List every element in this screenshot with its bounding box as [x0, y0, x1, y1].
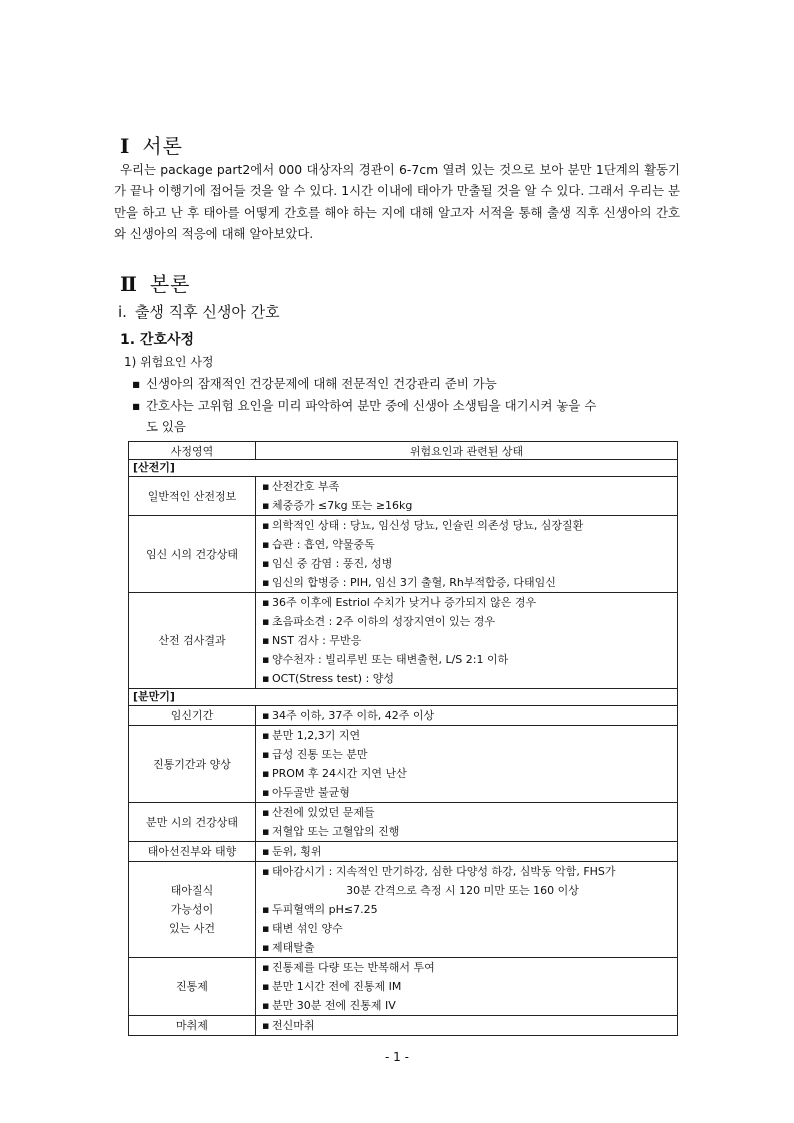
- subsection-heading: [118, 301, 280, 322]
- items-cell: [256, 958, 678, 1016]
- introduction-paragraph: 우리는 package part2에서 000 대상자의 경관이 6-7cm 열려 있는 것으로 보아 분만 1단계의 활동기가 끝나 이행기에 접어들 것을 알 수 있다. 1시간 이내에 태아가 만출될 것을 알 수 있다. 그래서 우리는 분만을 하고 난 후 태아를 어떻게 간호를 해야 하는 지에 대해 알고자 서적을 통해 출생 직후 신생아의 간호와 신생아의 적응에 대해 알아보았다.: [114, 162, 680, 241]
- list-item: ▪ 체중증가 ≤7kg 또는 ≥16kg: [262, 499, 413, 512]
- list-item: ▪ 임신 중 감염 : 풍진, 성병: [262, 557, 393, 570]
- category-cell: 임신 시의 건강상태: [129, 516, 256, 593]
- section-number: Ⅰ: [120, 134, 131, 158]
- section-title: 서론: [142, 134, 183, 158]
- column-header: 사정영역: [129, 442, 256, 460]
- items-cell: [256, 842, 678, 862]
- category-cell: 일반적인 산전정보: [129, 477, 256, 516]
- table-header-row: [129, 442, 678, 460]
- item-heading: 1) 위험요인 사정: [124, 355, 214, 369]
- category-cell: 마취제: [129, 1016, 256, 1036]
- items-cell: [256, 593, 678, 689]
- list-item: ▪ 제태탈출: [262, 941, 315, 954]
- list-item: ▪ 태아감시기 : 지속적인 만기하강, 심한 다양성 하강, 심박동 악함, FHS가 30분 간격으로 측정 시 120 미만 또는 160 이상: [262, 865, 616, 897]
- list-item: ▪ OCT(Stress test) : 양성: [262, 672, 395, 685]
- list-item: ▪ 분만 1,2,3기 지연: [262, 729, 361, 742]
- items-cell: [256, 516, 678, 593]
- list-item: ▪ 아두골반 불균형: [262, 786, 350, 799]
- category-cell: 진통제: [129, 958, 256, 1016]
- table-row: [129, 477, 678, 516]
- table-section-label: [분만기]: [129, 689, 678, 706]
- list-item: ▪ PROM 후 24시간 지연 난산: [262, 767, 407, 780]
- list-item: ▪ 산전간호 부족: [262, 480, 340, 493]
- table-row: [129, 842, 678, 862]
- section-title: 본론: [149, 272, 191, 296]
- list-item: ▪ 둔위, 횡위: [262, 845, 322, 858]
- items-cell: [256, 706, 678, 726]
- bullet-icon: ▪: [132, 398, 141, 413]
- section-number: Ⅱ: [120, 272, 138, 296]
- category-cell: 분만 시의 건강상태: [129, 803, 256, 842]
- bullet-item: ▪ 간호사는 고위험 요인을 미리 파악하여 분만 중에 신생아 소생팀을 대기시켜 놓을 수 도 있음: [132, 395, 676, 437]
- list-item: ▪ 급성 진통 또는 분만: [262, 748, 368, 761]
- bullet-icon: ▪: [132, 376, 141, 391]
- section-heading-introduction: [120, 130, 183, 159]
- table-row: [129, 706, 678, 726]
- items-cell: [256, 862, 678, 958]
- table-row: [129, 803, 678, 842]
- subsection-number: ⅰ.: [118, 303, 127, 321]
- list-item: ▪ 전신마취: [262, 1019, 315, 1032]
- items-cell: [256, 803, 678, 842]
- table-row: [129, 726, 678, 803]
- table-section-label: [산전기]: [129, 460, 678, 477]
- bullet-item: ▪ 신생아의 잠재적인 건강문제에 대해 전문적인 건강관리 준비 가능: [132, 373, 676, 394]
- list-item: ▪ 임신의 합병증 : PIH, 임신 3기 출혈, Rh부적합증, 다태임신: [262, 576, 556, 589]
- list-item: ▪ 의학적인 상태 : 당뇨, 임신성 당뇨, 인슐린 의존성 당뇨, 심장질환: [262, 519, 584, 532]
- category-cell: 태아선진부와 태향: [129, 842, 256, 862]
- list-item: ▪ 두피혈액의 pH≤7.25: [262, 903, 378, 916]
- list-item: ▪ 양수천자 : 빌리루빈 또는 태변출현, L/S 2:1 이하: [262, 653, 509, 666]
- table-row: [129, 958, 678, 1016]
- column-header: 위험요인과 관련된 상태: [256, 442, 678, 460]
- items-cell: [256, 726, 678, 803]
- items-cell: [256, 477, 678, 516]
- list-item: ▪ 초음파소견 : 2주 이하의 성장지연이 있는 경우: [262, 615, 495, 628]
- category-cell: 임신기간: [129, 706, 256, 726]
- list-item: ▪ 저혈압 또는 고혈압의 진행: [262, 825, 400, 838]
- list-item: ▪ NST 검사 : 무반응: [262, 634, 362, 647]
- table-row: [129, 516, 678, 593]
- list-item: ▪ 36주 이후에 Estriol 수치가 낮거나 증가되지 않은 경우: [262, 596, 537, 609]
- section-heading-body: [120, 268, 191, 297]
- page-number: - 1 -: [385, 1050, 409, 1064]
- subsection-title: 출생 직후 신생아 간호: [134, 303, 280, 321]
- table-row: [129, 862, 678, 958]
- subsubsection-heading: 1. 간호사정: [120, 332, 195, 348]
- list-item: ▪ 분만 30분 전에 진통제 IV: [262, 999, 396, 1012]
- category-cell: 태아질식 가능성이 있는 사건: [129, 862, 256, 958]
- category-cell: 진통기간과 양상: [129, 726, 256, 803]
- list-item: ▪ 34주 이하, 37주 이하, 42주 이상: [262, 709, 435, 722]
- risk-assessment-table: [128, 441, 678, 1036]
- list-item: ▪ 진통제를 다량 또는 반복해서 투여: [262, 961, 435, 974]
- list-item: ▪ 태변 섞인 양수: [262, 922, 343, 935]
- table-row: [129, 1016, 678, 1036]
- list-item: ▪ 습관 : 흡연, 약물중독: [262, 538, 375, 551]
- list-item: ▪ 분만 1시간 전에 진통제 IM: [262, 980, 402, 993]
- category-cell: 산전 검사결과: [129, 593, 256, 689]
- list-item: ▪ 산전에 있었던 문제들: [262, 806, 375, 819]
- table-row: [129, 593, 678, 689]
- items-cell: [256, 1016, 678, 1036]
